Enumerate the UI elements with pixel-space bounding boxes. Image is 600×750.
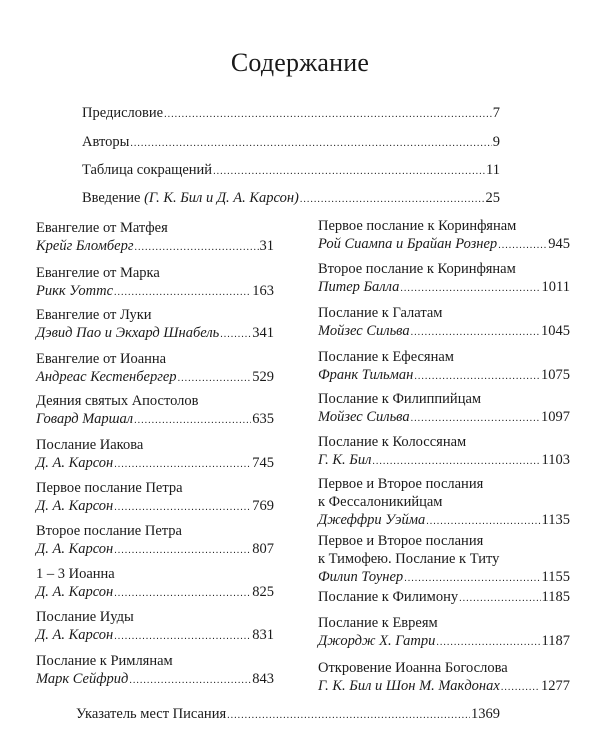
leader-dots xyxy=(404,570,540,588)
leader-dots xyxy=(411,410,540,428)
page-title: Содержание xyxy=(230,48,370,77)
entry-page: 31 xyxy=(259,238,274,254)
leader-dots xyxy=(129,672,251,690)
toc-entry[interactable] xyxy=(318,659,570,697)
entry-page: 11 xyxy=(486,162,500,178)
entry-page: 807 xyxy=(252,541,274,557)
toc-entry[interactable] xyxy=(318,588,570,608)
entry-title: Послание Иакова xyxy=(36,437,144,453)
entry-author: Мойзес Сильва xyxy=(318,409,410,425)
entry-page: 1187 xyxy=(541,633,570,649)
leader-dots xyxy=(220,326,251,344)
entry-page: 825 xyxy=(252,584,274,600)
toc-entry[interactable] xyxy=(36,436,274,474)
entry-author: Франк Тильман xyxy=(318,367,414,383)
entry-label: Предисловие xyxy=(82,105,164,121)
entry-page: 1369 xyxy=(471,706,500,722)
entry-title: Первое и Второе послания xyxy=(318,476,484,492)
leader-dots xyxy=(114,585,251,603)
toc-entry[interactable] xyxy=(318,348,570,386)
toc-entry[interactable] xyxy=(36,264,274,302)
entry-page: 7 xyxy=(492,105,500,121)
entry-author: Питер Балла xyxy=(318,279,400,295)
entry-title: Послание к Галатам xyxy=(318,305,443,321)
leader-dots xyxy=(400,280,540,298)
leader-dots xyxy=(414,368,540,386)
entry-author: Андреас Кестенбергер xyxy=(36,369,177,385)
leader-dots xyxy=(114,628,251,646)
entry-author: Г. К. Бил xyxy=(318,452,372,468)
entry-author: Филип Тоунер xyxy=(318,569,404,585)
leader-dots xyxy=(114,456,251,474)
leader-dots xyxy=(114,542,251,560)
toc-entry[interactable] xyxy=(318,614,570,652)
entry-page: 635 xyxy=(252,411,274,427)
entry-author: Дэвид Пао и Экхард Шнабель xyxy=(36,325,220,341)
leader-dots xyxy=(164,106,492,124)
toc-entry[interactable] xyxy=(36,350,274,388)
entry-title-continued: к Тимофею. Послание к Титу xyxy=(318,551,500,567)
entry-page: 831 xyxy=(252,627,274,643)
entry-label: Введение (Г. К. Бил и Д. А. Карсон) xyxy=(82,190,299,206)
entry-title: Второе послание Петра xyxy=(36,523,182,539)
entry-label: Авторы xyxy=(82,134,130,150)
entry-page: 843 xyxy=(252,671,274,687)
entry-title: Первое послание Петра xyxy=(36,480,183,496)
entry-title: Евангелие от Луки xyxy=(36,307,152,323)
entry-title: Первое послание к Коринфянам xyxy=(318,218,517,234)
leader-dots xyxy=(227,707,470,725)
leader-dots xyxy=(300,191,485,209)
leader-dots xyxy=(114,499,251,517)
entry-page: 1185 xyxy=(541,589,570,605)
entry-page: 1155 xyxy=(541,569,570,585)
entry-author: Д. А. Карсон xyxy=(36,627,114,643)
toc-entry[interactable] xyxy=(318,532,570,588)
leader-dots xyxy=(501,679,540,697)
toc-entry[interactable] xyxy=(36,392,274,430)
entry-author: Д. А. Карсон xyxy=(36,455,114,471)
entry-page: 1277 xyxy=(541,678,570,694)
entry-page: 745 xyxy=(252,455,274,471)
entry-title: Послание Иуды xyxy=(36,609,134,625)
entry-page: 769 xyxy=(252,498,274,514)
entry-page: 1103 xyxy=(541,452,570,468)
entry-author: Джордж Х. Гатри xyxy=(318,633,436,649)
toc-entry[interactable] xyxy=(318,304,570,342)
entry-page: 1045 xyxy=(541,323,570,339)
leader-dots xyxy=(459,590,540,608)
leader-dots xyxy=(135,239,259,257)
entry-author: Крейг Бломберг xyxy=(36,238,134,254)
toc-entry[interactable] xyxy=(36,219,274,257)
entry-authors: (Г. К. Бил и Д. А. Карсон) xyxy=(144,190,299,206)
entry-title: Послание к Ефесянам xyxy=(318,349,454,365)
entry-author: Д. А. Карсон xyxy=(36,584,114,600)
leader-dots xyxy=(498,237,547,255)
entry-page: 163 xyxy=(252,283,274,299)
entry-page: 1097 xyxy=(541,409,570,425)
entry-page: 1135 xyxy=(541,512,570,528)
entry-author: Д. А. Карсон xyxy=(36,541,114,557)
toc-entry[interactable] xyxy=(318,217,570,255)
leader-dots xyxy=(411,324,540,342)
leader-dots xyxy=(130,135,491,153)
entry-title: Евангелие от Матфея xyxy=(36,220,168,236)
entry-page: 25 xyxy=(485,190,500,206)
leader-dots xyxy=(134,412,251,430)
entry-title: Послание к Евреям xyxy=(318,615,438,631)
toc-entry[interactable] xyxy=(36,565,274,603)
entry-author: Джеффри Уэйма xyxy=(318,512,426,528)
entry-author: Марк Сейфрид xyxy=(36,671,129,687)
toc-entry[interactable] xyxy=(36,479,274,517)
toc-entry[interactable] xyxy=(36,306,274,344)
entry-title: Евангелие от Марка xyxy=(36,265,160,281)
entry-title: Деяния святых Апостолов xyxy=(36,393,199,409)
toc-entry[interactable] xyxy=(318,260,570,298)
entry-label: Таблица сокращений xyxy=(82,162,213,178)
toc-entry[interactable] xyxy=(318,390,570,428)
entry-page: 9 xyxy=(492,134,500,150)
entry-page: 1075 xyxy=(541,367,570,383)
toc-front-entry[interactable] xyxy=(82,189,500,209)
leader-dots xyxy=(114,284,251,302)
leader-dots xyxy=(372,453,540,471)
leader-dots xyxy=(178,370,252,388)
leader-dots xyxy=(436,634,540,652)
entry-author: Г. К. Бил и Шон М. Макдонах xyxy=(318,678,500,694)
toc-entry[interactable] xyxy=(36,522,274,560)
entry-title: Послание к Колоссянам xyxy=(318,434,467,450)
entry-page: 341 xyxy=(252,325,274,341)
entry-author: Д. А. Карсон xyxy=(36,498,114,514)
toc-front-entry[interactable] xyxy=(82,161,500,181)
entry-title: Евангелие от Иоанна xyxy=(36,351,167,367)
entry-title: Второе послание к Коринфянам xyxy=(318,261,516,277)
entry-page: 1011 xyxy=(541,279,570,295)
entry-title: Послание к Римлянам xyxy=(36,653,173,669)
entry-title: 1 – 3 Иоанна xyxy=(36,566,115,582)
entry-author: Рой Сиампа и Брайан Рознер xyxy=(318,236,498,252)
entry-page: 945 xyxy=(548,236,570,252)
entry-page: 529 xyxy=(252,369,274,385)
entry-title: Первое и Второе послания xyxy=(318,533,484,549)
toc-index-entry[interactable] xyxy=(76,705,500,725)
toc-entry[interactable] xyxy=(318,475,570,531)
entry-title: Послание к Филиппийцам xyxy=(318,391,482,407)
toc-entry[interactable] xyxy=(36,608,274,646)
leader-dots xyxy=(213,163,485,181)
entry-author: Мойзес Сильва xyxy=(318,323,410,339)
toc-front-entry[interactable] xyxy=(82,104,500,124)
toc-front-entry[interactable] xyxy=(82,133,500,153)
entry-title-continued: к Фессалоникийцам xyxy=(318,494,443,510)
toc-entry[interactable] xyxy=(36,652,274,690)
entry-author: Рикк Уоттс xyxy=(36,283,114,299)
toc-entry[interactable] xyxy=(318,433,570,471)
entry-title: Послание к Филимону xyxy=(318,589,459,605)
entry-author: Говард Маршал xyxy=(36,411,134,427)
leader-dots xyxy=(426,513,540,531)
entry-label: Указатель мест Писания xyxy=(76,706,227,722)
entry-title: Откровение Иоанна Богослова xyxy=(318,660,508,676)
